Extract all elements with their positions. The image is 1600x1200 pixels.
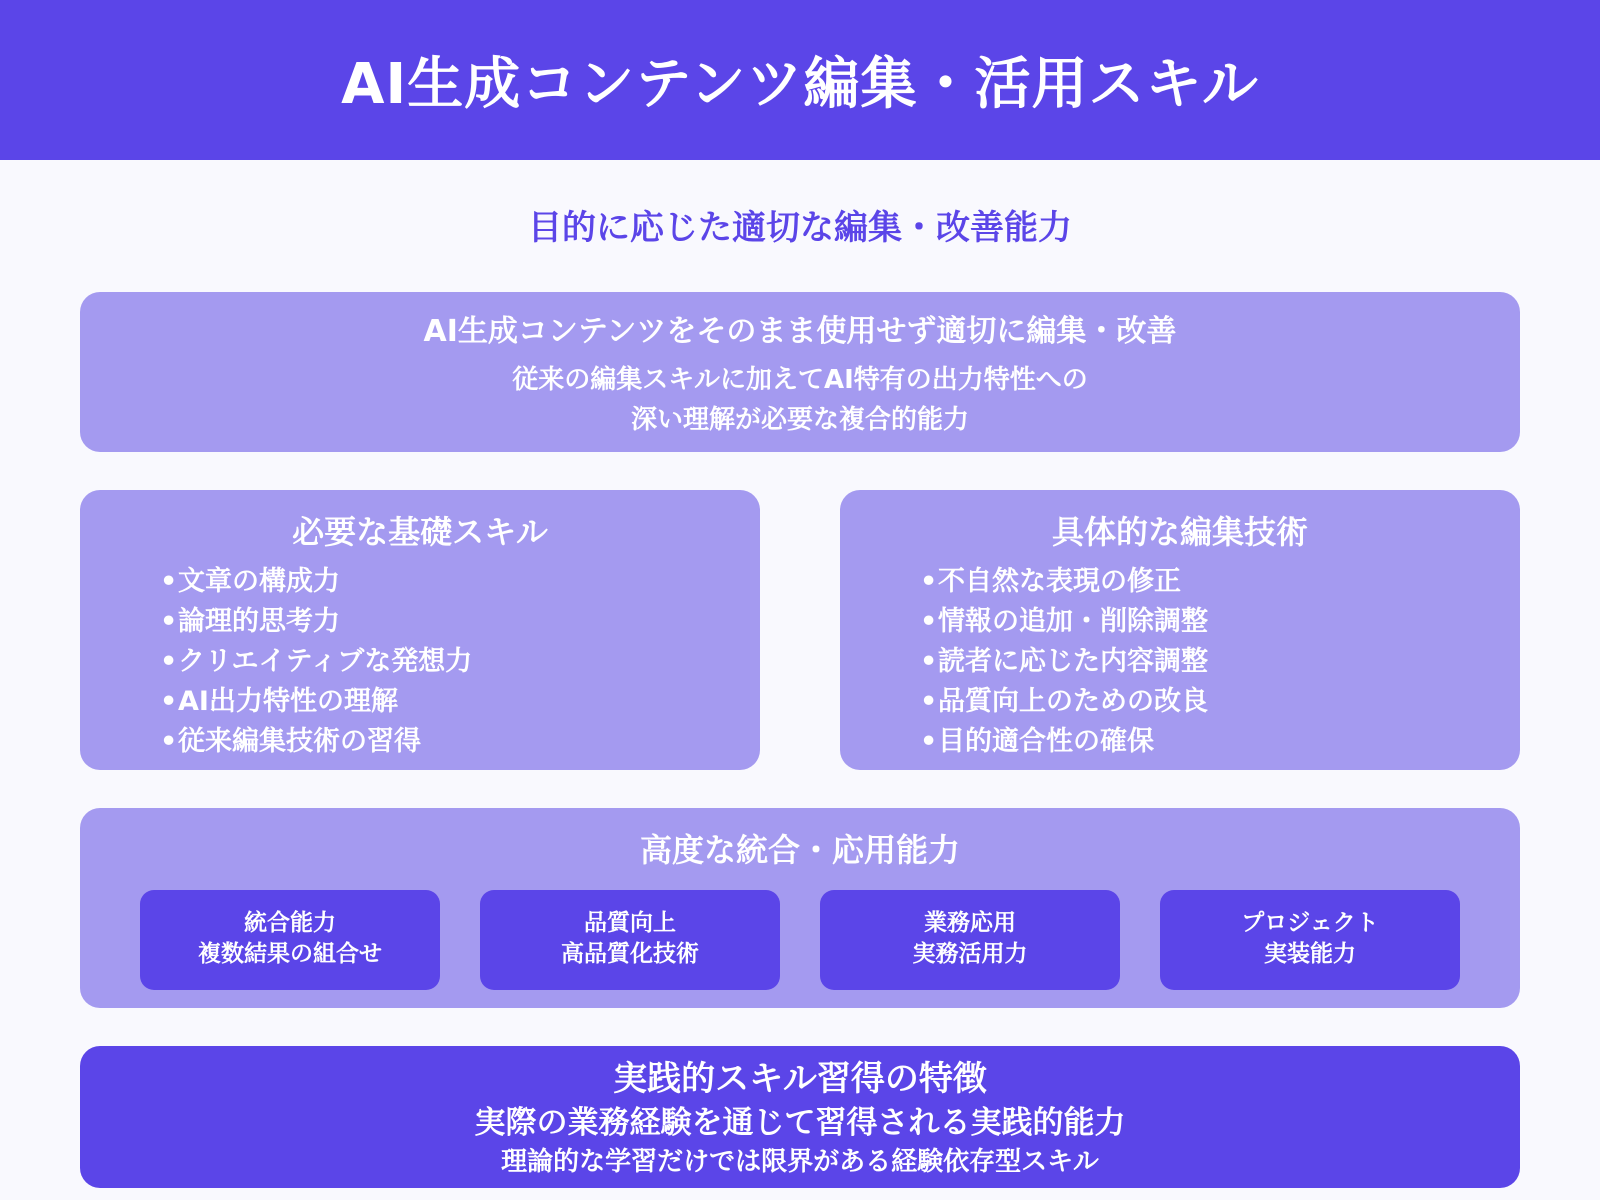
box-title: プロジェクト [1241, 910, 1379, 936]
bullet-icon: • [160, 646, 178, 677]
bullet-icon: • [920, 606, 938, 637]
box-title: 品質向上 [584, 910, 676, 936]
box-title: 業務応用 [924, 910, 1016, 936]
bullet-icon: • [160, 566, 178, 597]
editing-techniques-heading: 具体的な編集技術 [1051, 513, 1308, 551]
advanced-abilities-card [80, 808, 1520, 1008]
list-item [160, 602, 760, 642]
practical-line-1: 実際の業務経験を通じて習得される実践的能力 [474, 1105, 1126, 1141]
list-item [920, 722, 1520, 762]
practical-line-2: 理論的な学習だけでは限界がある経験依存型スキル [501, 1147, 1099, 1177]
bullet-icon: • [160, 606, 178, 637]
list-item [160, 562, 760, 602]
intro-title: AI生成コンテンツをそのまま使用せず適切に編集・改善 [423, 314, 1177, 349]
box-subtitle: 実装能力 [1264, 941, 1356, 967]
list-item-text: 情報の追加・削除調整 [938, 606, 1208, 637]
practical-skills-card [80, 1046, 1520, 1188]
box-subtitle: 高品質化技術 [561, 941, 699, 967]
bullet-icon: • [920, 726, 938, 757]
editing-techniques-card [840, 490, 1520, 770]
bullet-icon: • [160, 726, 178, 757]
list-item [920, 682, 1520, 722]
intro-line-2: 深い理解が必要な複合的能力 [630, 405, 969, 435]
list-item-text: クリエイティブな発想力 [178, 646, 473, 677]
list-item-text: 不自然な表現の修正 [938, 566, 1181, 597]
basic-skills-list [80, 562, 760, 762]
business-application-box [820, 890, 1120, 990]
list-item-text: 品質向上のための改良 [938, 686, 1208, 717]
box-subtitle: 複数結果の組合せ [198, 941, 382, 967]
list-item-text: 文章の構成力 [178, 566, 340, 597]
list-item-text: 従来編集技術の習得 [178, 726, 421, 757]
list-item-text: 論理的思考力 [178, 606, 340, 637]
page-title: AI生成コンテンツ編集・活用スキル [341, 52, 1259, 117]
integration-ability-box [140, 890, 440, 990]
practical-title: 実践的スキル習得の特徴 [613, 1059, 987, 1099]
basic-skills-heading: 必要な基礎スキル [292, 513, 548, 551]
bullet-icon: • [920, 646, 938, 677]
list-item-text: AI出力特性の理解 [178, 686, 398, 717]
bullet-icon: • [160, 686, 178, 717]
quality-improvement-box [480, 890, 780, 990]
list-item [160, 722, 760, 762]
project-implementation-box [1160, 890, 1460, 990]
editing-techniques-list [840, 562, 1520, 762]
intro-line-1: 従来の編集スキルに加えてAI特有の出力特性への [512, 365, 1088, 395]
list-item [160, 682, 760, 722]
basic-skills-card [80, 490, 760, 770]
box-title: 統合能力 [244, 910, 336, 936]
intro-description [80, 360, 1520, 440]
intro-card [80, 292, 1520, 452]
list-item [920, 562, 1520, 602]
list-item-text: 読者に応じた内容調整 [938, 646, 1208, 677]
header-banner [0, 0, 1600, 160]
list-item [920, 642, 1520, 682]
list-item [920, 602, 1520, 642]
box-subtitle: 実務活用力 [912, 941, 1028, 967]
bullet-icon: • [920, 686, 938, 717]
advanced-abilities-boxes [140, 890, 1460, 990]
advanced-abilities-heading: 高度な統合・応用能力 [639, 831, 960, 869]
list-item-text: 目的適合性の確保 [938, 726, 1154, 757]
list-item [160, 642, 760, 682]
page-subtitle: 目的に応じた適切な編集・改善能力 [528, 208, 1072, 248]
bullet-icon: • [920, 566, 938, 597]
